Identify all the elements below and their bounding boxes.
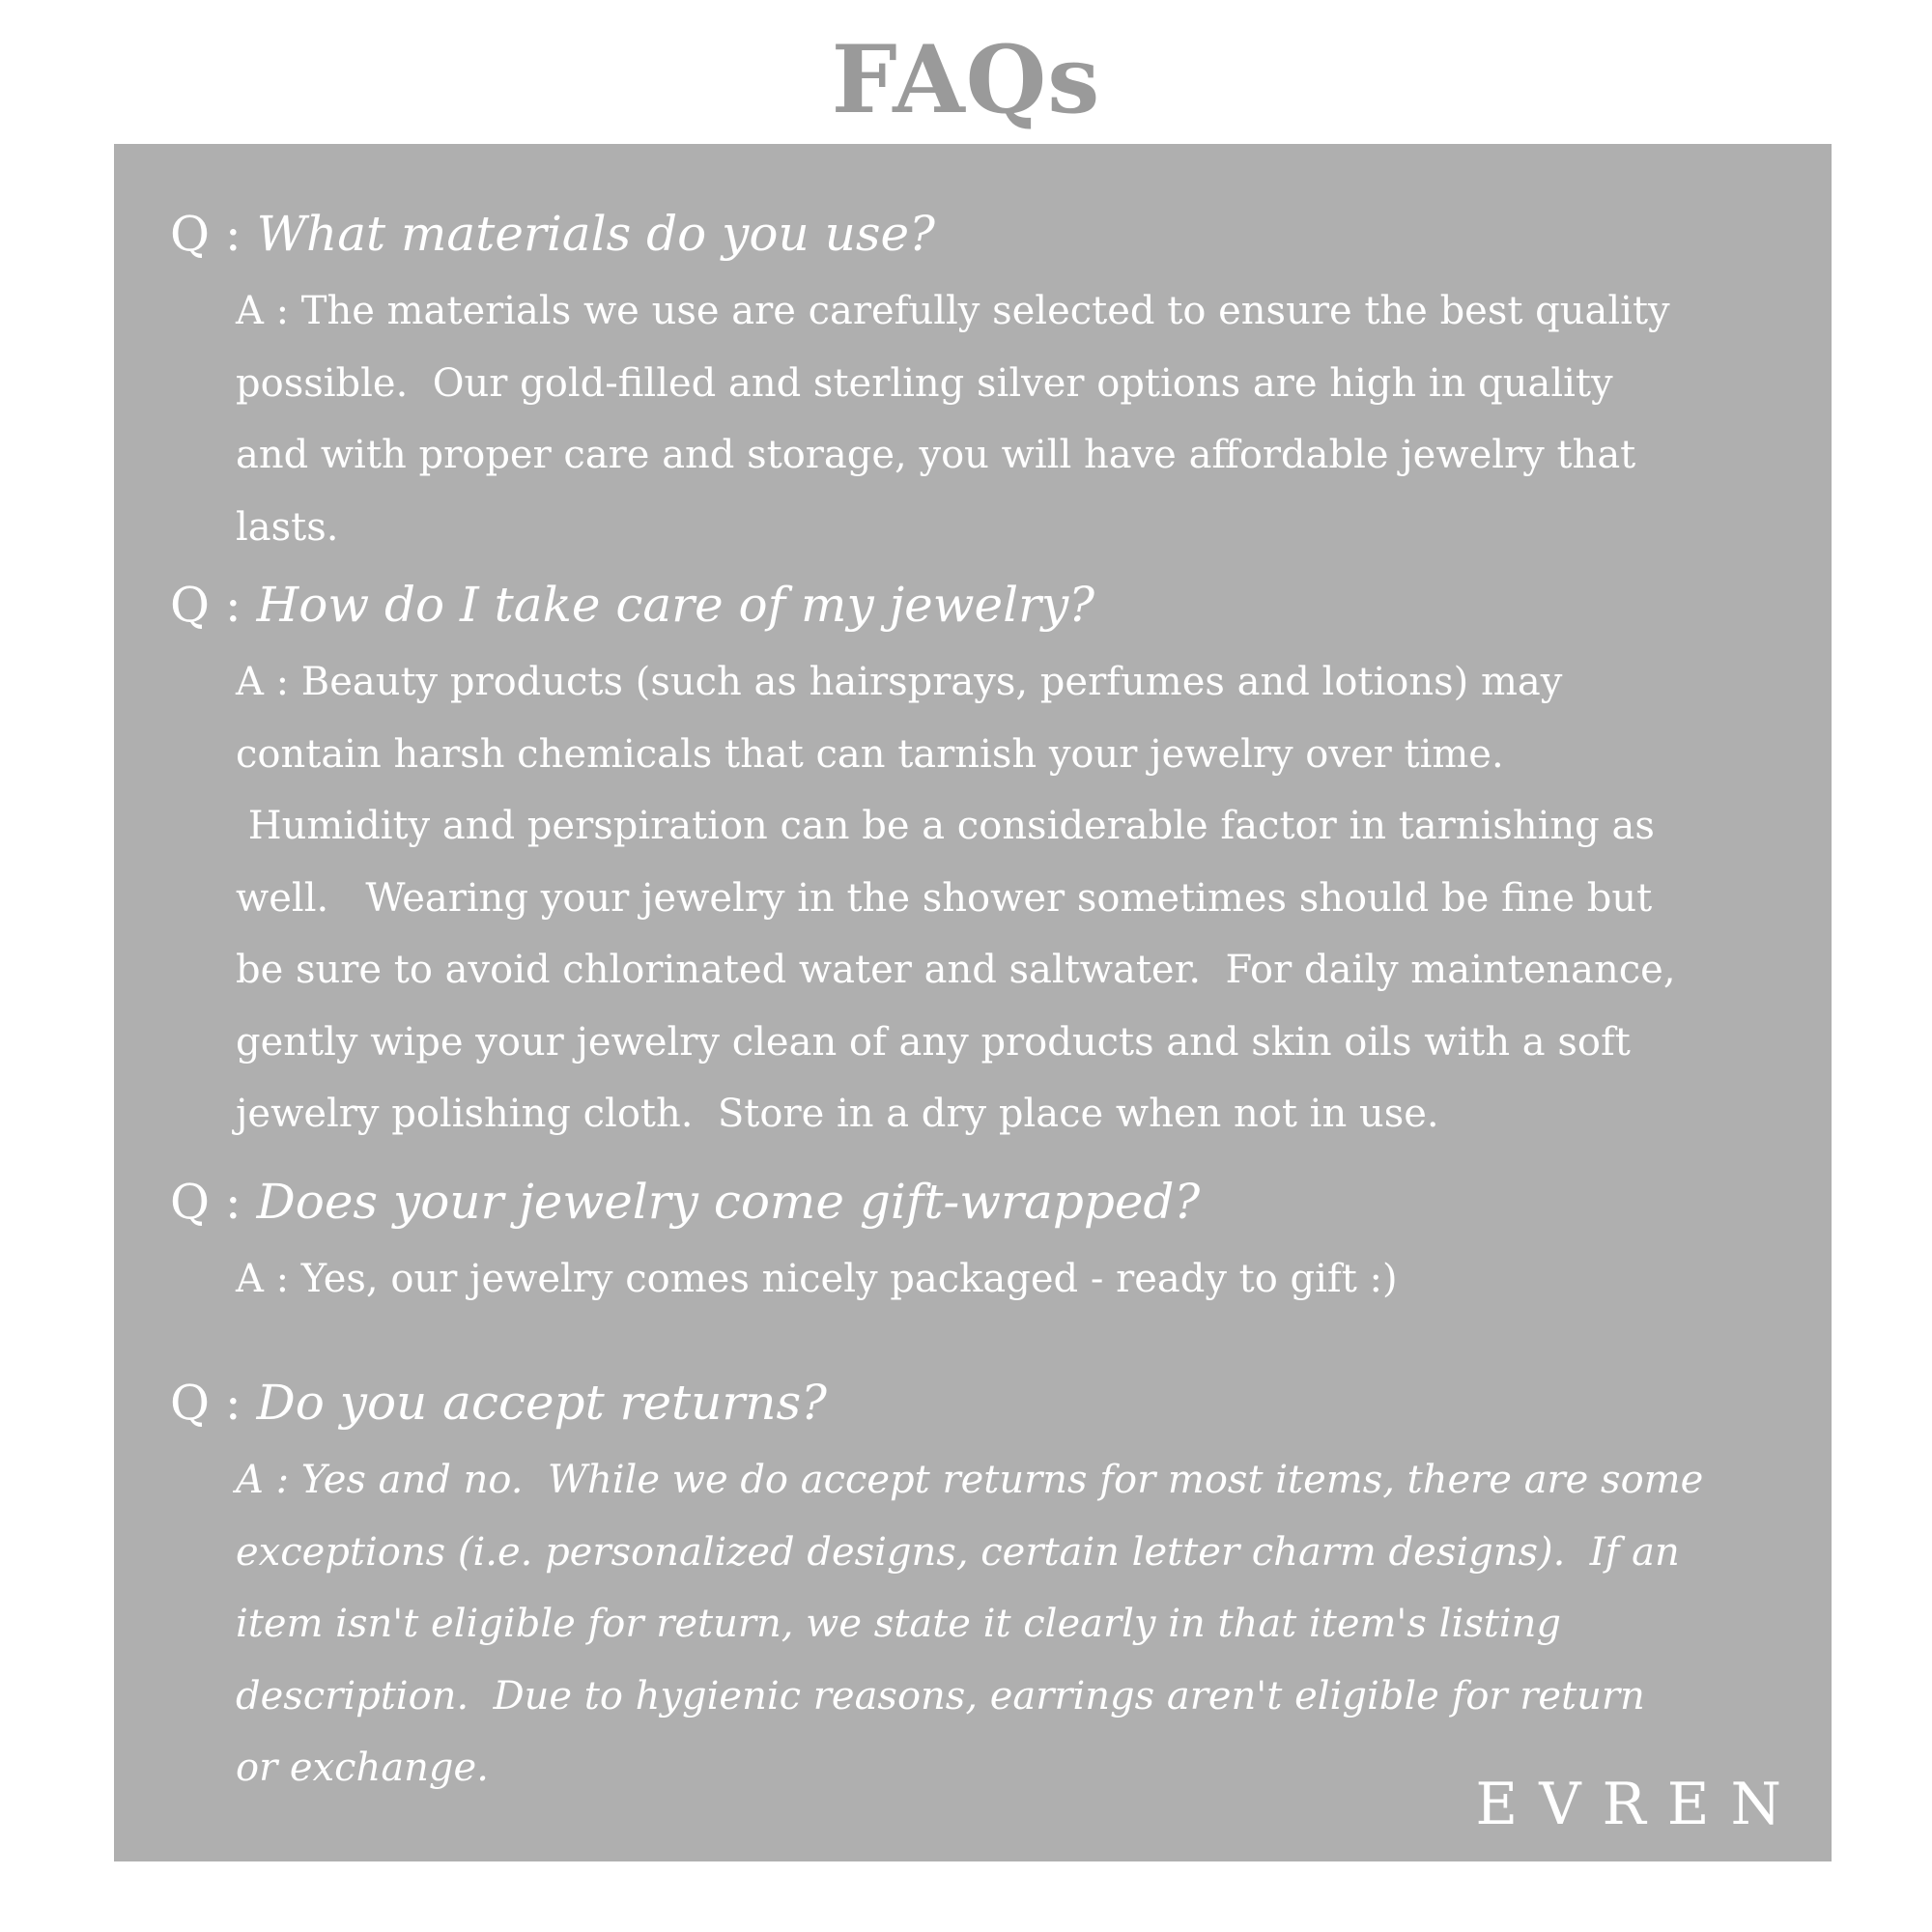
faq-panel (114, 144, 1832, 1861)
faq-question (170, 563, 1832, 646)
answer-line: exceptions (i.e. personalized designs, certain letter charm designs). If an (236, 1529, 1680, 1575)
faq-answer (236, 1243, 1801, 1316)
faq-list (170, 192, 1832, 1804)
faq-answer (236, 1444, 1801, 1804)
answer-line: or exchange. (236, 1746, 489, 1790)
faq-item (170, 192, 1832, 563)
brand-logo: EVREN (1475, 1771, 1803, 1838)
answer-line: A : Beauty products (such as hairsprays, perfumes and lotions) may (236, 660, 1563, 704)
answer-line: A : Yes, our jewelry comes nicely packaged - ready to gift :) (236, 1256, 1398, 1301)
answer-line: A : The materials we use are carefully selected to ensure the best quality (236, 289, 1670, 333)
faq-question (170, 192, 1832, 275)
faq-answer (236, 646, 1801, 1151)
question-prefix: Q : (170, 1375, 257, 1431)
answer-line: Humidity and perspiration can be a considerable factor in tarnishing as (236, 804, 1655, 848)
answer-line: item isn't eligible for return, we state it clearly in that item's listing (236, 1602, 1562, 1646)
answer-line: A : Yes and no. While we do accept returns for most items, there are some (236, 1458, 1704, 1502)
question-prefix: Q : (170, 1173, 257, 1230)
answer-line: jewelry polishing cloth. Store in a dry place when not in use. (236, 1092, 1439, 1136)
answer-line: contain harsh chemicals that can tarnish your jewelry over time. (236, 731, 1504, 777)
question-text: Do you accept returns? (256, 1375, 827, 1431)
answer-line: gently wipe your jewelry clean of any products and skin oils with a soft (236, 1019, 1631, 1065)
answer-line: be sure to avoid chlorinated water and saltwater. For daily maintenance, (236, 948, 1676, 992)
answer-line: and with proper care and storage, you will have affordable jewelry that (236, 433, 1636, 477)
answer-line: well. Wearing your jewelry in the shower sometimes should be fine but (236, 875, 1653, 921)
question-prefix: Q : (170, 577, 257, 633)
question-prefix: Q : (170, 206, 257, 262)
faq-item (170, 1160, 1832, 1316)
answer-line: possible. Our gold-filled and sterling silver options are high in quality (236, 360, 1613, 406)
faq-item (170, 1361, 1832, 1804)
faq-item (170, 563, 1832, 1151)
question-text: How do I take care of my jewelry? (256, 577, 1095, 633)
question-text: What materials do you use? (256, 206, 935, 262)
faq-question (170, 1361, 1832, 1444)
faq-question (170, 1160, 1832, 1243)
page-title: FAQs (831, 25, 1101, 134)
answer-line: lasts. (236, 504, 339, 550)
faq-answer (236, 275, 1801, 563)
question-text: Does your jewelry come gift-wrapped? (256, 1173, 1201, 1230)
answer-line: description. Due to hygienic reasons, earrings aren't eligible for return (236, 1673, 1645, 1719)
